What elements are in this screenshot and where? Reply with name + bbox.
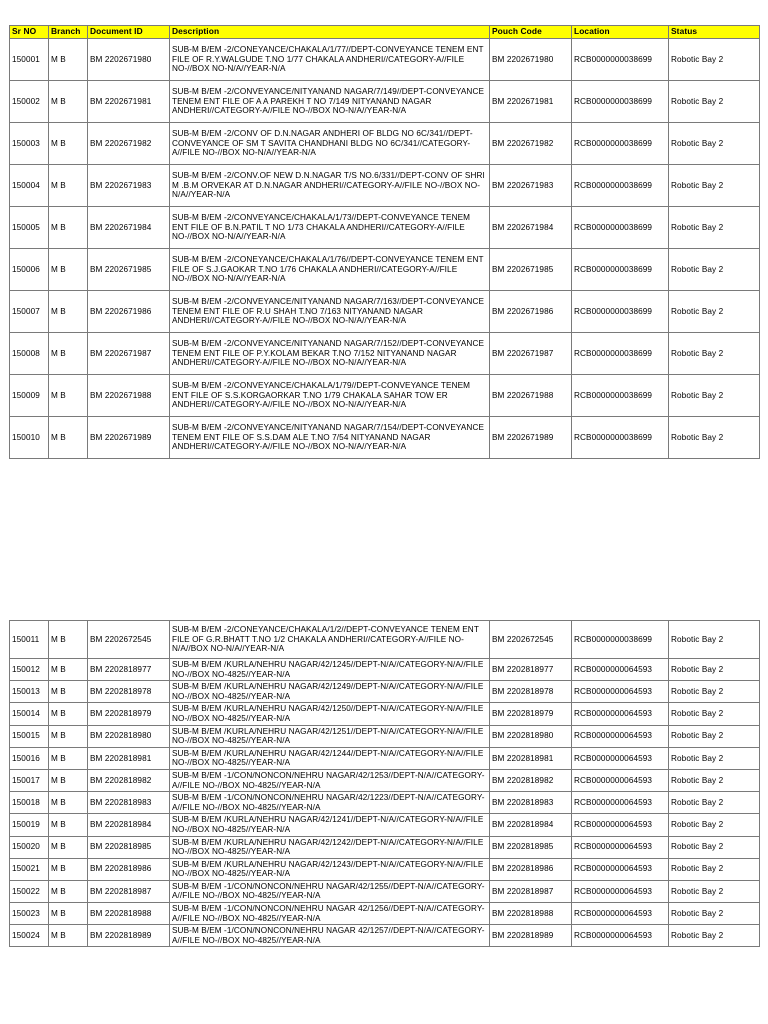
cell-description: SUB-M B/EM -2/CONVEYANCE/NITYANAND NAGAR/7/152//DEPT-CONVEYANCE TENEM ENT FILE OF P.Y.KOLAM BEKAR T.NO 7/152 NITYANAND NAGAR ANDHERI//CATEGORY-A//FILE NO-//BOX NO-N/A//YEAR-N/A	[170, 333, 490, 375]
cell-branch: M B	[49, 880, 88, 902]
cell-status: Robotic Bay 2	[669, 123, 760, 165]
cell-branch: M B	[49, 903, 88, 925]
cell-status: Robotic Bay 2	[669, 681, 760, 703]
header-pouch-code: Pouch Code	[490, 26, 572, 39]
cell-description: SUB-M B/EM /KURLA/NEHRU NAGAR/42/1249//DEPT-N/A//CATEGORY-N/A//FILE NO-//BOX NO-4825//YEAR-N/A	[170, 681, 490, 703]
cell-status: Robotic Bay 2	[669, 880, 760, 902]
cell-location: RCB0000000064593	[572, 836, 669, 858]
records-table-top	[9, 25, 760, 459]
cell-description: SUB-M B/EM -2/CONVEYANCE/NITYANAND NAGAR/7/163//DEPT-CONVEYANCE TENEM ENT FILE OF R.U SHAH T.NO 7/163 NITYANAND NAGAR ANDHERI//CATEGORY-A//FILE NO-//BOX NO-N/A//YEAR-N/A	[170, 291, 490, 333]
cell-status: Robotic Bay 2	[669, 39, 760, 81]
cell-status: Robotic Bay 2	[669, 165, 760, 207]
cell-location: RCB0000000038699	[572, 291, 669, 333]
cell-pouch-code: BM 2202818988	[490, 903, 572, 925]
cell-location: RCB0000000038699	[572, 333, 669, 375]
cell-branch: M B	[49, 81, 88, 123]
cell-branch: M B	[49, 703, 88, 725]
cell-sr-no: 150017	[10, 769, 49, 791]
header-status: Status	[669, 26, 760, 39]
records-table-bottom	[9, 620, 760, 947]
cell-document-id: BM 2202818980	[88, 725, 170, 747]
cell-sr-no: 150012	[10, 659, 49, 681]
cell-branch: M B	[49, 681, 88, 703]
cell-sr-no: 150020	[10, 836, 49, 858]
cell-status: Robotic Bay 2	[669, 836, 760, 858]
cell-description: SUB-M B/EM /KURLA/NEHRU NAGAR/42/1244//DEPT-N/A//CATEGORY-N/A//FILE NO-//BOX NO-4825//YEAR-N/A	[170, 747, 490, 769]
cell-pouch-code: BM 2202671982	[490, 123, 572, 165]
cell-document-id: BM 2202671983	[88, 165, 170, 207]
cell-description: SUB-M B/EM -1/CON/NONCON/NEHRU NAGAR 42/1257//DEPT-N/A//CATEGORY-A//FILE NO-//BOX NO-4825//YEAR-N/A	[170, 925, 490, 947]
cell-status: Robotic Bay 2	[669, 659, 760, 681]
cell-sr-no: 150019	[10, 814, 49, 836]
cell-document-id: BM 2202671988	[88, 375, 170, 417]
cell-status: Robotic Bay 2	[669, 903, 760, 925]
cell-description: SUB-M B/EM -1/CON/NONCON/NEHRU NAGAR 42/1256//DEPT-N/A//CATEGORY-A//FILE NO-//BOX NO-4825//YEAR-N/A	[170, 903, 490, 925]
cell-location: RCB0000000064593	[572, 925, 669, 947]
cell-document-id: BM 2202671985	[88, 249, 170, 291]
cell-branch: M B	[49, 291, 88, 333]
cell-description: SUB-M B/EM -2/CONEYANCE/CHAKALA/1/2//DEPT-CONVEYANCE TENEM ENT FILE OF G.R.BHATT T.NO 1/2 CHAKALA ANDHERI//CATEGORY-A//FILE NO-N/A//BOX NO-N/A//YEAR-N/A	[170, 621, 490, 659]
table-row	[10, 81, 760, 123]
cell-status: Robotic Bay 2	[669, 207, 760, 249]
header-row	[10, 26, 760, 39]
cell-location: RCB0000000038699	[572, 207, 669, 249]
cell-sr-no: 150005	[10, 207, 49, 249]
cell-pouch-code: BM 2202818987	[490, 880, 572, 902]
cell-branch: M B	[49, 207, 88, 249]
cell-sr-no: 150002	[10, 81, 49, 123]
cell-status: Robotic Bay 2	[669, 769, 760, 791]
cell-document-id: BM 2202818988	[88, 903, 170, 925]
cell-description: SUB-M B/EM -1/CON/NONCON/NEHRU NAGAR/42/1223//DEPT-N/A//CATEGORY-A//FILE NO-//BOX NO-4825//YEAR-N/A	[170, 792, 490, 814]
cell-pouch-code: BM 2202818977	[490, 659, 572, 681]
cell-location: RCB0000000038699	[572, 621, 669, 659]
cell-branch: M B	[49, 375, 88, 417]
cell-description: SUB-M B/EM -2/CONVEYANCE/CHAKALA/1/79//DEPT-CONVEYANCE TENEM ENT FILE OF S.S.KORGAORKAR T.NO 1/79 CHAKALA SAHAR TOW ER ANDHERI//CATEGORY-A//FILE NO-//BOX NO-N/A//YEAR-N/A	[170, 375, 490, 417]
cell-sr-no: 150023	[10, 903, 49, 925]
cell-branch: M B	[49, 621, 88, 659]
table-row	[10, 621, 760, 659]
cell-location: RCB0000000038699	[572, 165, 669, 207]
cell-status: Robotic Bay 2	[669, 747, 760, 769]
cell-document-id: BM 2202818977	[88, 659, 170, 681]
cell-description: SUB-M B/EM /KURLA/NEHRU NAGAR/42/1250//DEPT-N/A//CATEGORY-N/A//FILE NO-//BOX NO-4825//YEAR-N/A	[170, 703, 490, 725]
cell-pouch-code: BM 2202671986	[490, 291, 572, 333]
cell-description: SUB-M B/EM -2/CONVEYANCE/NITYANAND NAGAR/7/154//DEPT-CONVEYANCE TENEM ENT FILE OF S.S.DAM ALE T.NO 7/54 NITYANAND NAGAR ANDHERI//CATEGORY-A//FILE NO-//BOX NO-N/A//YEAR-N/A	[170, 417, 490, 459]
cell-pouch-code: BM 2202818980	[490, 725, 572, 747]
cell-sr-no: 150004	[10, 165, 49, 207]
cell-branch: M B	[49, 39, 88, 81]
cell-description: SUB-M B/EM /KURLA/NEHRU NAGAR/42/1251//DEPT-N/A//CATEGORY-N/A//FILE NO-//BOX NO-4825//YEAR-N/A	[170, 725, 490, 747]
cell-description: SUB-M B/EM -1/CON/NONCON/NEHRU NAGAR/42/1255//DEPT-N/A//CATEGORY-A//FILE NO-//BOX NO-4825//YEAR-N/A	[170, 880, 490, 902]
cell-document-id: BM 2202818985	[88, 836, 170, 858]
cell-location: RCB0000000064593	[572, 792, 669, 814]
cell-document-id: BM 2202671987	[88, 333, 170, 375]
cell-status: Robotic Bay 2	[669, 81, 760, 123]
cell-location: RCB0000000064593	[572, 880, 669, 902]
cell-document-id: BM 2202818983	[88, 792, 170, 814]
cell-pouch-code: BM 2202818979	[490, 703, 572, 725]
cell-branch: M B	[49, 659, 88, 681]
cell-status: Robotic Bay 2	[669, 291, 760, 333]
cell-sr-no: 150024	[10, 925, 49, 947]
cell-document-id: BM 2202818986	[88, 858, 170, 880]
header-document-id: Document ID	[88, 26, 170, 39]
header-location: Location	[572, 26, 669, 39]
cell-description: SUB-M B/EM -2/CONEYANCE/CHAKALA/1/76//DEPT-CONVEYANCE TENEM ENT FILE OF S.J.GAOKAR T.NO 1/76 CHAKALA ANDHERI//CATEGORY-A//FILE NO-//BOX NO-N/A//YEAR-N/A	[170, 249, 490, 291]
cell-sr-no: 150022	[10, 880, 49, 902]
cell-sr-no: 150001	[10, 39, 49, 81]
cell-document-id: BM 2202818978	[88, 681, 170, 703]
cell-description: SUB-M B/EM -2/CONV.OF NEW D.N.NAGAR T/S NO.6/331//DEPT-CONV OF SHRI M .B.M ORVEKAR AT D.N.NAGAR ANDHERI//CATEGORY-A//FILE NO-//BOX NO-N/A//YEAR-N/A	[170, 165, 490, 207]
cell-location: RCB0000000064593	[572, 703, 669, 725]
cell-location: RCB0000000038699	[572, 417, 669, 459]
cell-location: RCB0000000064593	[572, 681, 669, 703]
cell-sr-no: 150011	[10, 621, 49, 659]
table-row	[10, 333, 760, 375]
cell-status: Robotic Bay 2	[669, 333, 760, 375]
table-row	[10, 814, 760, 836]
cell-sr-no: 150009	[10, 375, 49, 417]
cell-description: SUB-M B/EM /KURLA/NEHRU NAGAR/42/1245//DEPT-N/A//CATEGORY-N/A//FILE NO-//BOX NO-4825//YEAR-N/A	[170, 659, 490, 681]
table-row	[10, 375, 760, 417]
cell-pouch-code: BM 2202671984	[490, 207, 572, 249]
table-row	[10, 249, 760, 291]
table-row	[10, 747, 760, 769]
cell-status: Robotic Bay 2	[669, 621, 760, 659]
header-sr-no: Sr NO	[10, 26, 49, 39]
cell-branch: M B	[49, 725, 88, 747]
cell-branch: M B	[49, 123, 88, 165]
cell-branch: M B	[49, 333, 88, 375]
table-row	[10, 681, 760, 703]
cell-status: Robotic Bay 2	[669, 858, 760, 880]
cell-branch: M B	[49, 814, 88, 836]
cell-status: Robotic Bay 2	[669, 814, 760, 836]
cell-document-id: BM 2202818987	[88, 880, 170, 902]
cell-branch: M B	[49, 249, 88, 291]
header-description: Description	[170, 26, 490, 39]
cell-document-id: BM 2202671982	[88, 123, 170, 165]
cell-sr-no: 150003	[10, 123, 49, 165]
cell-pouch-code: BM 2202671988	[490, 375, 572, 417]
cell-description: SUB-M B/EM /KURLA/NEHRU NAGAR/42/1241//DEPT-N/A//CATEGORY-N/A//FILE NO-//BOX NO-4825//YEAR-N/A	[170, 814, 490, 836]
cell-pouch-code: BM 2202818986	[490, 858, 572, 880]
cell-branch: M B	[49, 792, 88, 814]
cell-pouch-code: BM 2202818989	[490, 925, 572, 947]
cell-document-id: BM 2202818989	[88, 925, 170, 947]
cell-location: RCB0000000038699	[572, 249, 669, 291]
table-row	[10, 703, 760, 725]
cell-description: SUB-M B/EM /KURLA/NEHRU NAGAR/42/1242//DEPT-N/A//CATEGORY-N/A//FILE NO-//BOX NO-4825//YEAR-N/A	[170, 836, 490, 858]
cell-branch: M B	[49, 747, 88, 769]
cell-location: RCB0000000064593	[572, 858, 669, 880]
cell-pouch-code: BM 2202818984	[490, 814, 572, 836]
cell-document-id: BM 2202671981	[88, 81, 170, 123]
cell-status: Robotic Bay 2	[669, 417, 760, 459]
cell-document-id: BM 2202671984	[88, 207, 170, 249]
cell-pouch-code: BM 2202671983	[490, 165, 572, 207]
cell-document-id: BM 2202671980	[88, 39, 170, 81]
table-row	[10, 769, 760, 791]
cell-branch: M B	[49, 858, 88, 880]
cell-document-id: BM 2202818982	[88, 769, 170, 791]
cell-pouch-code: BM 2202671980	[490, 39, 572, 81]
cell-branch: M B	[49, 925, 88, 947]
cell-sr-no: 150010	[10, 417, 49, 459]
cell-description: SUB-M B/EM -2/CONEYANCE/CHAKALA/1/77//DEPT-CONVEYANCE TENEM ENT FILE OF R.Y.WALGUDE T.NO 1/77 CHAKALA ANDHERI//CATEGORY-A//FILE NO-//BOX NO-N/A//YEAR-N/A	[170, 39, 490, 81]
cell-sr-no: 150008	[10, 333, 49, 375]
table-row	[10, 792, 760, 814]
cell-branch: M B	[49, 417, 88, 459]
table-row	[10, 417, 760, 459]
cell-location: RCB0000000038699	[572, 123, 669, 165]
cell-document-id: BM 2202671986	[88, 291, 170, 333]
cell-status: Robotic Bay 2	[669, 375, 760, 417]
cell-location: RCB0000000064593	[572, 769, 669, 791]
cell-location: RCB0000000064593	[572, 659, 669, 681]
cell-pouch-code: BM 2202671989	[490, 417, 572, 459]
cell-pouch-code: BM 2202671981	[490, 81, 572, 123]
cell-sr-no: 150007	[10, 291, 49, 333]
table-row	[10, 165, 760, 207]
cell-location: RCB0000000038699	[572, 81, 669, 123]
cell-description: SUB-M B/EM -1/CON/NONCON/NEHRU NAGAR/42/1253//DEPT-N/A//CATEGORY-A//FILE NO-//BOX NO-4825//YEAR-N/A	[170, 769, 490, 791]
cell-sr-no: 150016	[10, 747, 49, 769]
cell-status: Robotic Bay 2	[669, 725, 760, 747]
table-row	[10, 725, 760, 747]
cell-pouch-code: BM 2202818982	[490, 769, 572, 791]
cell-status: Robotic Bay 2	[669, 249, 760, 291]
cell-sr-no: 150015	[10, 725, 49, 747]
cell-location: RCB0000000064593	[572, 747, 669, 769]
cell-pouch-code: BM 2202818978	[490, 681, 572, 703]
cell-sr-no: 150018	[10, 792, 49, 814]
cell-sr-no: 150021	[10, 858, 49, 880]
table-row	[10, 291, 760, 333]
cell-document-id: BM 2202672545	[88, 621, 170, 659]
cell-sr-no: 150006	[10, 249, 49, 291]
cell-branch: M B	[49, 769, 88, 791]
cell-description: SUB-M B/EM -2/CONV OF D.N.NAGAR ANDHERI OF BLDG NO 6C/341//DEPT-CONVEYANCE OF SM T SAVITA CHANDHANI BLDG NO 6C/341//CATEGORY-A//FILE NO-//BOX NO-N/A//YEAR-N/A	[170, 123, 490, 165]
cell-document-id: BM 2202818981	[88, 747, 170, 769]
table-row	[10, 123, 760, 165]
cell-location: RCB0000000064593	[572, 814, 669, 836]
cell-branch: M B	[49, 165, 88, 207]
table-row	[10, 39, 760, 81]
cell-sr-no: 150014	[10, 703, 49, 725]
cell-location: RCB0000000064593	[572, 725, 669, 747]
cell-pouch-code: BM 2202671985	[490, 249, 572, 291]
header-branch: Branch	[49, 26, 88, 39]
cell-pouch-code: BM 2202818981	[490, 747, 572, 769]
cell-description: SUB-M B/EM -2/CONVEYANCE/NITYANAND NAGAR/7/149//DEPT-CONVEYANCE TENEM ENT FILE OF A A PAREKH T NO 7/149 NITYANAND NAGAR ANDHERI//CATEGORY-A//FILE NO-//BOX NO-N/A//YEAR-N/A	[170, 81, 490, 123]
table-row	[10, 858, 760, 880]
cell-status: Robotic Bay 2	[669, 792, 760, 814]
cell-location: RCB0000000064593	[572, 903, 669, 925]
cell-sr-no: 150013	[10, 681, 49, 703]
cell-document-id: BM 2202818984	[88, 814, 170, 836]
cell-document-id: BM 2202671989	[88, 417, 170, 459]
cell-location: RCB0000000038699	[572, 39, 669, 81]
cell-status: Robotic Bay 2	[669, 703, 760, 725]
table-row	[10, 903, 760, 925]
table-row	[10, 836, 760, 858]
cell-location: RCB0000000038699	[572, 375, 669, 417]
cell-pouch-code: BM 2202672545	[490, 621, 572, 659]
cell-status: Robotic Bay 2	[669, 925, 760, 947]
cell-pouch-code: BM 2202818985	[490, 836, 572, 858]
cell-pouch-code: BM 2202671987	[490, 333, 572, 375]
table-row	[10, 207, 760, 249]
cell-pouch-code: BM 2202818983	[490, 792, 572, 814]
table-row	[10, 925, 760, 947]
table-row	[10, 880, 760, 902]
cell-description: SUB-M B/EM -2/CONVEYANCE/CHAKALA/1/73//DEPT-CONVEYANCE TENEM ENT FILE OF B.N.PATIL T NO 1/73 CHAKALA ANDHERI//CATEGORY-A//FILE NO-//BOX NO-N/A//YEAR-N/A	[170, 207, 490, 249]
cell-branch: M B	[49, 836, 88, 858]
table-row	[10, 659, 760, 681]
cell-description: SUB-M B/EM /KURLA/NEHRU NAGAR/42/1243//DEPT-N/A//CATEGORY-N/A//FILE NO-//BOX NO-4825//YEAR-N/A	[170, 858, 490, 880]
cell-document-id: BM 2202818979	[88, 703, 170, 725]
